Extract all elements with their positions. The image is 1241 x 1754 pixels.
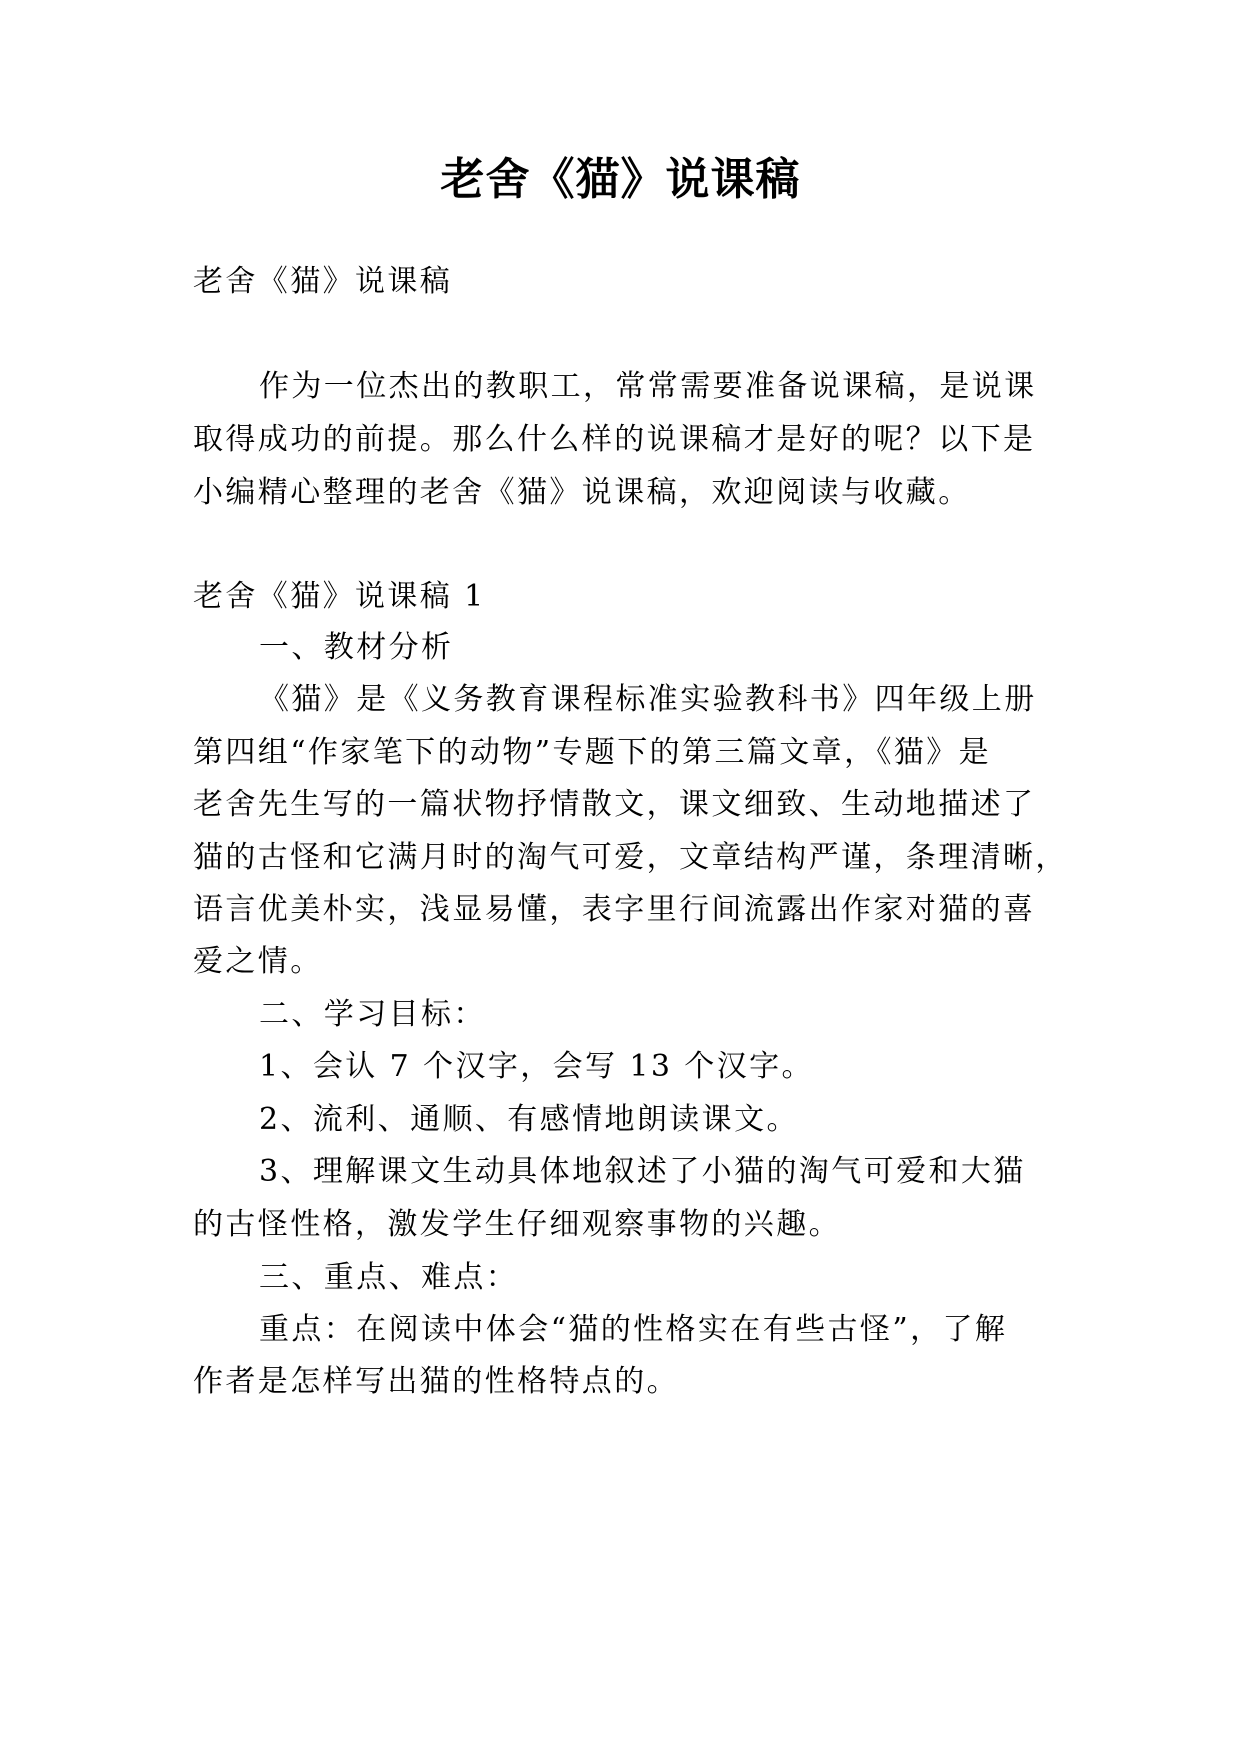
paragraph-line: 《猫》是《义务教育课程标准实验教科书》四年级上册 [259,682,1037,717]
paragraph-line: 语言优美朴实，浅显易懂，表字里行间流露出作家对猫的喜 [193,892,1036,927]
paragraph-line: 爱之情。 [193,944,323,979]
goal-item-1: 1、会认 7 个汉字，会写 13 个汉字。 [259,1049,814,1084]
heading-key-points: 三、重点、难点： [259,1260,519,1295]
goal-item-2: 2、流利、通顺、有感情地朗读课文。 [259,1102,799,1137]
section-heading: 老舍《猫》说课稿 1 [193,579,486,614]
key-point-line-1: 重点：在阅读中体会“猫的性格实在有些古怪”，了解 [259,1312,1008,1347]
key-point-line-2: 作者是怎样写出猫的性格特点的。 [193,1364,679,1399]
paragraph-line: 猫的古怪和它满月时的淘气可爱，文章结构严谨，条理清晰， [193,840,1068,875]
intro-line-2: 取得成功的前提。那么什么样的说课稿才是好的呢？以下是 [193,422,1036,457]
intro-line-1: 作为一位杰出的教职工，常常需要准备说课稿，是说课 [259,369,1037,404]
goal-item-3-cont: 的古怪性格，激发学生仔细观察事物的兴趣。 [193,1207,841,1242]
paragraph-line: 老舍先生写的一篇状物抒情散文，课文细致、生动地描述了 [193,787,1036,822]
page-title: 老舍《猫》说课稿 [440,154,801,205]
heading-learning-goals: 二、学习目标： [259,997,486,1032]
doc-subtitle: 老舍《猫》说课稿 [193,264,453,299]
intro-line-3: 小编精心整理的老舍《猫》说课稿，欢迎阅读与收藏。 [193,475,971,510]
goal-item-3: 3、理解课文生动具体地叙述了小猫的淘气可爱和大猫 [259,1154,1026,1189]
paragraph-line: 第四组“作家笔下的动物”专题下的第三篇文章，《猫》是 [193,735,992,770]
heading-textbook-analysis: 一、教材分析 [259,630,454,665]
